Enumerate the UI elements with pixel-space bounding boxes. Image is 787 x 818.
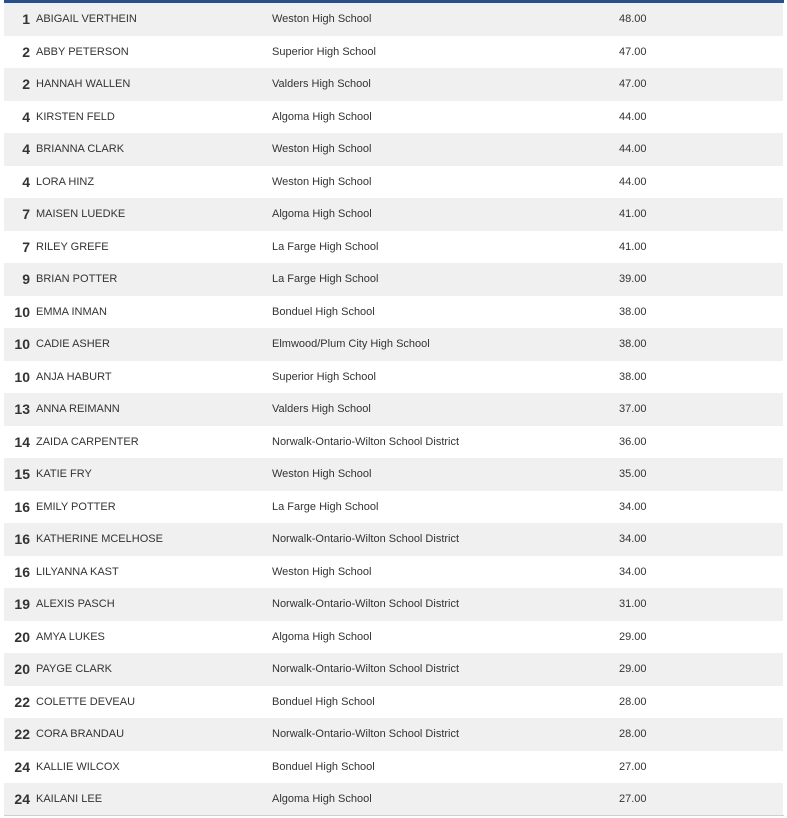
table-row — [4, 588, 783, 621]
rank-cell: 7 — [22, 206, 30, 223]
athlete-name-cell: ABIGAIL VERTHEIN — [36, 13, 137, 26]
school-name-cell: Algoma High School — [272, 208, 372, 221]
athlete-name-cell: CORA BRANDAU — [36, 728, 125, 741]
school-name-cell: Norwalk-Ontario-Wilton School District — [272, 663, 460, 676]
athlete-name-cell: ZAIDA CARPENTER — [36, 435, 139, 448]
table-row — [4, 36, 783, 69]
table-row — [4, 718, 783, 751]
score-cell: 28.00 — [619, 728, 647, 741]
athlete-name-cell: AMYA LUKES — [36, 630, 105, 643]
school-name-cell: Superior High School — [272, 45, 376, 58]
score-cell: 39.00 — [619, 273, 647, 286]
athlete-name-cell: CADIE ASHER — [36, 338, 110, 351]
table-row — [4, 426, 783, 459]
athlete-name-cell: EMMA INMAN — [36, 305, 107, 318]
athlete-name-cell: KATHERINE MCELHOSE — [36, 533, 163, 546]
score-cell: 37.00 — [619, 403, 647, 416]
school-name-cell: Norwalk-Ontario-Wilton School District — [272, 728, 460, 741]
score-cell: 41.00 — [619, 208, 647, 221]
athlete-name-cell: COLETTE DEVEAU — [36, 695, 136, 708]
table-row — [4, 621, 783, 654]
score-cell: 47.00 — [619, 45, 647, 58]
athlete-name-cell: KIRSTEN FELD — [36, 110, 115, 123]
school-name-cell: Elmwood/Plum City High School — [272, 338, 430, 351]
rank-cell: 1 — [22, 11, 30, 28]
school-name-cell: Norwalk-Ontario-Wilton School District — [272, 533, 460, 546]
table-bottom-border — [4, 815, 784, 816]
athlete-name-cell: PAYGE CLARK — [36, 663, 113, 676]
rank-cell: 16 — [14, 498, 30, 515]
rank-cell: 20 — [14, 661, 30, 678]
table-row — [4, 3, 783, 36]
table-row — [4, 393, 783, 426]
athlete-name-cell: ANNA REIMANN — [36, 403, 120, 416]
athlete-name-cell: KATIE FRY — [36, 468, 92, 481]
score-cell: 44.00 — [619, 175, 647, 188]
table-row — [4, 296, 783, 329]
score-cell: 41.00 — [619, 240, 647, 253]
school-name-cell: Bonduel High School — [272, 760, 375, 773]
score-cell: 48.00 — [619, 13, 647, 26]
table-row — [4, 686, 783, 719]
score-cell: 34.00 — [619, 565, 647, 578]
rank-cell: 10 — [14, 336, 30, 353]
school-name-cell: Algoma High School — [272, 110, 372, 123]
table-row — [4, 328, 783, 361]
school-name-cell: Weston High School — [272, 13, 372, 26]
results-table — [4, 3, 783, 816]
school-name-cell: Valders High School — [272, 403, 371, 416]
score-cell: 29.00 — [619, 630, 647, 643]
athlete-name-cell: BRIAN POTTER — [36, 273, 118, 286]
table-row — [4, 556, 783, 589]
score-cell: 47.00 — [619, 78, 647, 91]
athlete-name-cell: LILYANNA KAST — [36, 565, 119, 578]
score-cell: 34.00 — [619, 533, 647, 546]
athlete-name-cell: RILEY GREFE — [36, 240, 109, 253]
rank-cell: 2 — [22, 76, 30, 93]
table-row — [4, 361, 783, 394]
school-name-cell: Algoma High School — [272, 793, 372, 806]
rank-cell: 10 — [14, 303, 30, 320]
rank-cell: 19 — [14, 596, 30, 613]
school-name-cell: La Farge High School — [272, 500, 379, 513]
table-row — [4, 458, 783, 491]
rank-cell: 9 — [22, 271, 30, 288]
school-name-cell: Superior High School — [272, 370, 376, 383]
rank-cell: 10 — [14, 368, 30, 385]
table-row — [4, 653, 783, 686]
score-cell: 31.00 — [619, 598, 647, 611]
score-cell: 38.00 — [619, 370, 647, 383]
athlete-name-cell: ABBY PETERSON — [36, 45, 129, 58]
rank-cell: 4 — [22, 173, 30, 190]
school-name-cell: Weston High School — [272, 175, 372, 188]
school-name-cell: Bonduel High School — [272, 695, 375, 708]
table-row — [4, 523, 783, 556]
table-row — [4, 231, 783, 264]
table-row — [4, 491, 783, 524]
rank-cell: 16 — [14, 563, 30, 580]
rank-cell: 2 — [22, 43, 30, 60]
school-name-cell: La Farge High School — [272, 273, 379, 286]
athlete-name-cell: KALLIE WILCOX — [36, 760, 120, 773]
school-name-cell: Weston High School — [272, 468, 372, 481]
athlete-name-cell: BRIANNA CLARK — [36, 143, 125, 156]
athlete-name-cell: LORA HINZ — [36, 175, 95, 188]
table-row — [4, 101, 783, 134]
rank-cell: 15 — [14, 466, 30, 483]
rank-cell: 24 — [14, 758, 30, 775]
score-cell: 38.00 — [619, 338, 647, 351]
table-row — [4, 198, 783, 231]
athlete-name-cell: EMILY POTTER — [36, 500, 116, 513]
table-row — [4, 751, 783, 784]
school-name-cell: Bonduel High School — [272, 305, 375, 318]
score-cell: 44.00 — [619, 110, 647, 123]
table-row — [4, 783, 783, 816]
rank-cell: 4 — [22, 108, 30, 125]
score-cell: 29.00 — [619, 663, 647, 676]
rank-cell: 13 — [14, 401, 30, 418]
rank-cell: 16 — [14, 531, 30, 548]
rank-cell: 20 — [14, 628, 30, 645]
score-cell: 28.00 — [619, 695, 647, 708]
rank-cell: 22 — [14, 726, 30, 743]
score-cell: 27.00 — [619, 793, 647, 806]
school-name-cell: Weston High School — [272, 143, 372, 156]
rank-cell: 4 — [22, 141, 30, 158]
score-cell: 38.00 — [619, 305, 647, 318]
school-name-cell: Norwalk-Ontario-Wilton School District — [272, 435, 460, 448]
score-cell: 35.00 — [619, 468, 647, 481]
school-name-cell: Valders High School — [272, 78, 371, 91]
score-cell: 34.00 — [619, 500, 647, 513]
score-cell: 27.00 — [619, 760, 647, 773]
athlete-name-cell: KAILANI LEE — [36, 793, 103, 806]
score-cell: 44.00 — [619, 143, 647, 156]
table-row — [4, 68, 783, 101]
rank-cell: 24 — [14, 791, 30, 808]
school-name-cell: La Farge High School — [272, 240, 379, 253]
table-row — [4, 133, 783, 166]
school-name-cell: Algoma High School — [272, 630, 372, 643]
table-row — [4, 166, 783, 199]
athlete-name-cell: HANNAH WALLEN — [36, 78, 131, 91]
athlete-name-cell: ANJA HABURT — [36, 370, 112, 383]
rank-cell: 14 — [14, 433, 30, 450]
score-cell: 36.00 — [619, 435, 647, 448]
athlete-name-cell: ALEXIS PASCH — [36, 598, 115, 611]
rank-cell: 22 — [14, 693, 30, 710]
athlete-name-cell: MAISEN LUEDKE — [36, 208, 126, 221]
school-name-cell: Norwalk-Ontario-Wilton School District — [272, 598, 460, 611]
table-row — [4, 263, 783, 296]
rank-cell: 7 — [22, 238, 30, 255]
school-name-cell: Weston High School — [272, 565, 372, 578]
